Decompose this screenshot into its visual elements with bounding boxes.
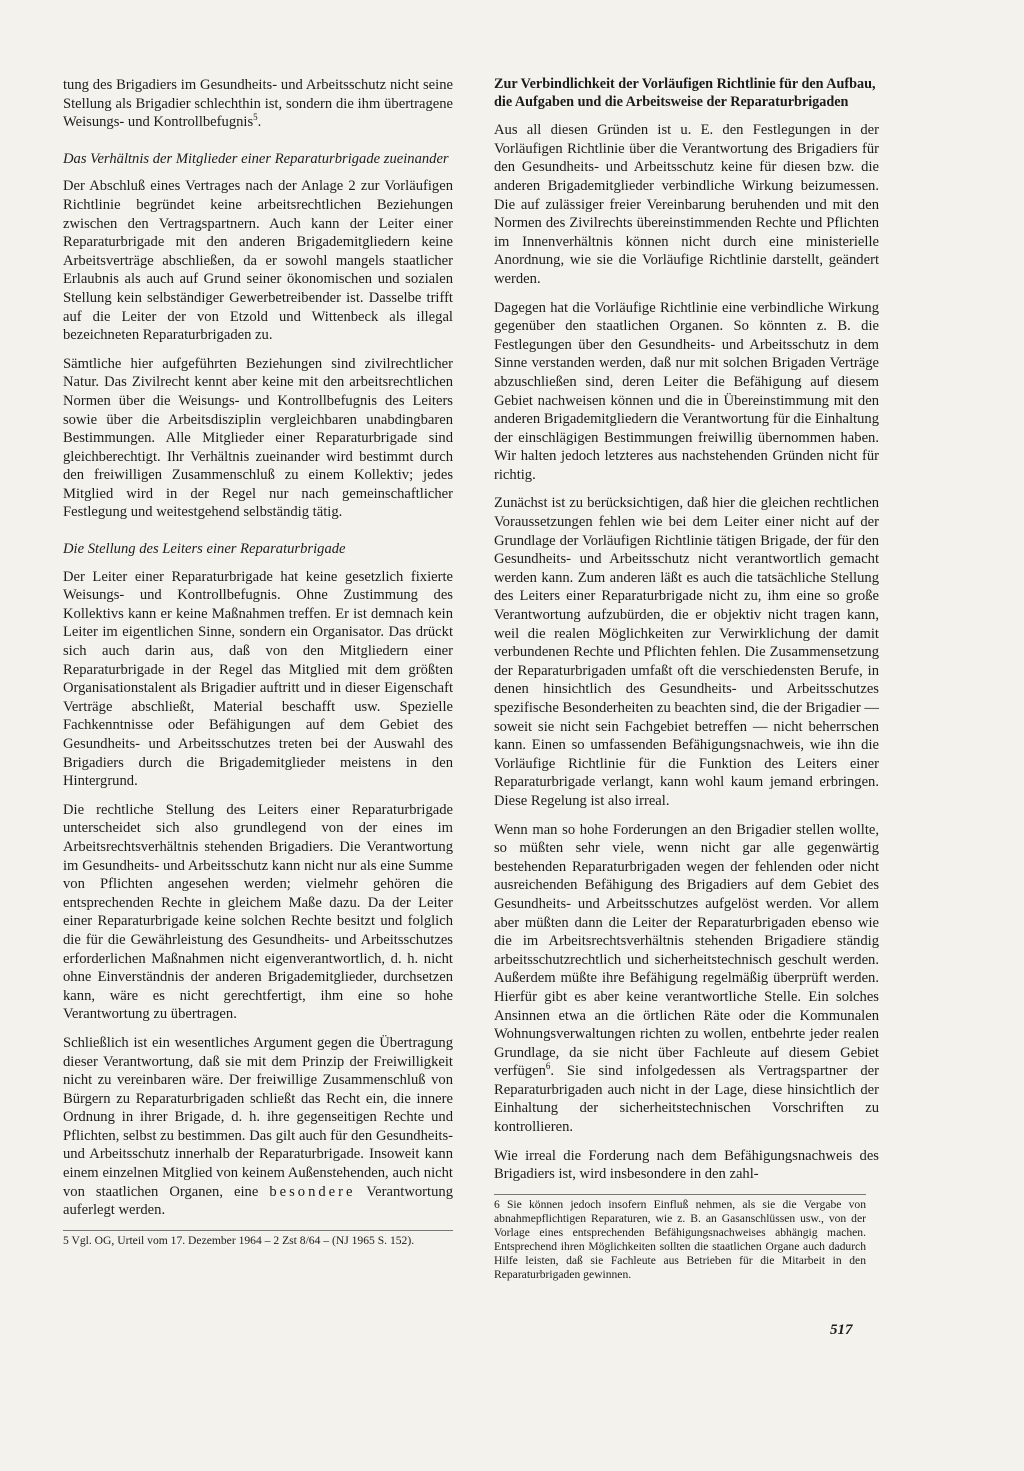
footnote-5: 5 Vgl. OG, Urteil vom 17. Dezember 1964 – 2 Zst 8/64 – (NJ 1965 S. 152).: [63, 1230, 453, 1248]
page-number: 517: [830, 1322, 853, 1338]
emphasized-word: besondere: [269, 1183, 356, 1200]
footnote-6: 6 Sie können jedoch insofern Einfluß nehmen, als sie die Vergabe von abnahmepflichtigen Reparaturen, wie z. B. an Gasanschlüssen usw., von der Vorlage eines entsprechenden Befähigungsnachweises abhängig machen. Entsprechend ihren Möglichkeiten sollten die staatlichen Organe auch dadurch Hilfe leisten, daß sie Fachleute aus Betrieben für die Mitarbeit in den Reparaturbrigaden gewinnen.: [494, 1194, 866, 1282]
paragraph: Wenn man so hohe Forderungen an den Brigadier stellen wollte, so müßten sehr viele, wenn nicht gar alle gegenwärtig bestehenden Reparaturbrigaden wegen der fehlenden oder nicht ausreichenden Befähigung des Brigadiers auf dem Gebiet des Gesundheits- und Arbeitsschutzes aufgelöst werden. Vor allem aber müßten dann die Leiter der Reparaturbrigaden ebenso wie die im Arbeitsrechtsverhältnis stehenden Brigadiere ständig arbeitsschutzrechtlich und sicherheitstechnisch geschult werden. Außerdem müßte ihre Befähigung regelmäßig überprüft werden. Hierfür gibt es aber keine verantwortliche Stelle. Ein solches Ansinnen etwa an die örtlichen Räte oder die Kommunalen Wohnungsverwaltungen richten zu wollen, entbehrte jeder realen Grundlage, da sie nicht über Fachleute auf diesem Gebiet verfügen$^6$. Sie sind infolgedessen als Vertragspartner der Reparaturbrigaden auch nicht in der Lage, diese hinsichtlich der Einhaltung der sicherheitstechnischen Vorschriften zu kontrollieren.: [494, 821, 879, 1136]
paragraph: Der Leiter einer Reparaturbrigade hat keine gesetzlich fixierte Weisungs- und Kontrollbefugnis. Ohne Zustimmung des Kollektivs kann er keine Maßnahmen treffen. Er ist demnach kein Leiter im eigentlichen Sinne, sondern ein Organisator. Das drückt sich auch darin aus, daß von den Mitgliedern einer Reparaturbrigade in der Regel das Mitglied mit dem größten Organisationstalent als Brigadier auftritt und in dieser Eigenschaft Verträge abschließt, Material beschafft usw. Spezielle Fachkenntnisse oder Befähigungen auf dem Gebiet des Gesundheits- und Arbeitsschutzes treten bei der Auswahl des Brigadiers durch die Brigademitglieder meistens in den Hintergrund.: [63, 568, 453, 790]
paragraph: Dagegen hat die Vorläufige Richtlinie eine verbindliche Wirkung gegenüber den staatlichen Organen. So könnten z. B. die Festlegungen über den Gesundheits- und Arbeitsschutz in dem Sinne verstanden werden, daß nur mit solchen Brigaden Verträge abzuschließen sind, deren Leiter die Befähigung auf diesem Gebiet nachweisen können und die in Übereinstimmung mit den anderen Brigademitgliedern die Verantwortung für die Einhaltung der einschlägigen Bestimmungen freiwillig übernommen haben. Wir halten jedoch letzteres aus nachstehenden Gründen nicht für richtig.: [494, 299, 879, 483]
section-heading-verbindlichkeit: Zur Verbindlichkeit der Vorläufigen Richtlinie für den Aufbau, die Aufgaben und die Arbeitsweise der Reparaturbrigaden: [494, 76, 876, 110]
paragraph: Schließlich ist ein wesentliches Argument gegen die Übertragung dieser Verantwortung, daß sie mit dem Prinzip der Freiwilligkeit nicht zu vereinbaren wäre. Der freiwillige Zusammenschluß von Bürgern zu Reparaturbrigaden schließt das Recht ein, die innere Ordnung in ihrer Brigade, d. h. ihre gegenseitigen Rechte und Pflichten, selbst zu bestimmen. Das gilt auch für den Gesundheits- und Arbeitsschutz innerhalb der Reparaturbrigade. Insoweit kann einem einzelnen Mitglied von keinem Außenstehenden, auch nicht von staatlichen Organen, eine besondere Verantwortung auferlegt werden.: [63, 1034, 453, 1219]
paragraph: Aus all diesen Gründen ist u. E. den Festlegungen in der Vorläufigen Richtlinie über die Verantwortung des Brigadiers für den Gesundheits- und Arbeitsschutz keine für diesen bzw. die anderen Brigademitglieder verbindliche Wirkung beizumessen. Die auf zulässiger freier Vereinbarung beruhenden und mit den Normen des Zivilrechts übereinstimmenden Rechte und Pflichten im Innenverhältnis können nicht durch eine ministerielle Anordnung, wie sie die Vorläufige Richtlinie darstellt, geändert werden.: [494, 122, 879, 287]
footnote-ref-6[interactable]: 6: [545, 1061, 551, 1072]
paragraph-intro: tung des Brigadiers im Gesundheits- und Arbeitsschutz nicht seine Stellung als Brigadier schlechthin ist, sondern die ihm übertragene Weisungs- und Kontrollbefugnis$^5$.: [63, 77, 453, 131]
footnote-ref-5[interactable]: 5: [253, 112, 258, 123]
paragraph: Der Abschluß eines Vertrages nach der Anlage 2 zur Vorläufigen Richtlinie begründet keine arbeitsrechtlichen Beziehungen zwischen den Vertragspartnern. Auch kann der Leiter einer Reparaturbrigade mit den anderen Brigademitgliedern keine Arbeitsverträge abschließen, da er sowohl mangels staatlicher Erlaubnis als auch auf Grund seiner ökonomischen und sozialen Stellung kein selbständiger Gewerbetreibender ist. Dasselbe trifft auf die Leiter der von Etzold und Wittenbeck als illegal bezeichneten Reparaturbrigaden zu.: [63, 178, 453, 344]
paragraph: Zunächst ist zu berücksichtigen, daß hier die gleichen rechtlichen Voraussetzungen fehlen wie bei dem Leiter einer nicht auf der Grundlage der Vorläufigen Richtlinie tätigen Brigade, der für den Gesundheits- und Arbeitsschutz nicht verantwortlich gemacht werden kann. Zum anderen läßt es auch die tatsächliche Stellung des Leiters einer Reparaturbrigade nicht zu, ihm eine so große Verantwortung aufzubürden, die er objektiv nicht tragen kann, weil die realen Möglichkeiten zur Verwirklichung der damit verbundenen Rechte und Pflichten fehlen. Die Zusammensetzung der Reparaturbrigaden umfaßt oft die verschiedensten Berufe, in denen hinsichtlich des Gesundheits- und Arbeitsschutzes spezifische Besonderheiten zu beachten sind, die der Brigadier — soweit sie nicht sein Fachgebiet betreffen — nicht beherrschen kann. Einen so umfassenden Befähigungsnachweis, wie ihn die Vorläufige Richtlinie für die Funktion des Leiters einer Reparaturbrigade verlangt, kann wohl kaum jemand erbringen. Diese Regelung ist also irreal.: [494, 495, 879, 809]
left-column: [63, 76, 453, 1248]
subheading-verhaeltnis: Das Verhältnis der Mitglieder einer Reparaturbrigade zueinander: [63, 150, 449, 167]
subheading-stellung: Die Stellung des Leiters einer Reparaturbrigade: [63, 541, 346, 558]
paragraph: Die rechtliche Stellung des Leiters einer Reparaturbrigade unterscheidet sich also grundlegend von der eines im Arbeitsrechtsverhältnis stehenden Brigadiers. Die Verantwortung im Gesundheits- und Arbeitsschutz kann nicht nur als eine Summe von Pflichten angesehen werden; vielmehr gehören die entsprechenden Rechte in gleichem Maße dazu. Da der Leiter einer Reparaturbrigade keine solchen Rechte besitzt und folglich die für die Gewährleistung des Gesundheits- und Arbeitsschutzes erforderlichen Maßnahmen nicht eigenverantwortlich, d. h. nicht ohne Einverständnis der anderen Brigademitglieder, durchsetzen kann, wäre es nicht gerechtfertigt, ihm eine so hohe Verantwortung zu übertragen.: [63, 801, 453, 1023]
paragraph: Wie irreal die Forderung nach dem Befähigungsnachweis des Brigadiers ist, wird insbesondere in den zahl-: [494, 1147, 879, 1183]
right-column: [494, 76, 879, 1282]
paragraph: Sämtliche hier aufgeführten Beziehungen sind zivilrechtlicher Natur. Das Zivilrecht kennt aber keine mit den arbeitsrechtlichen Normen über die Weisungs- und Kontrollbefugnis des Leiters sowie über die Arbeitsdisziplin vergleichbaren unabdingbaren Bestimmungen. Alle Mitglieder einer Reparaturbrigade sind gleichberechtigt. Ihr Verhältnis zueinander wird bestimmt durch den freiwilligen Zusammenschluß zu einem Kollektiv; jedes Mitglied wird in der Regel nur nach gemeinschaftlicher Festlegung und weitestgehend selbständig tätig.: [63, 355, 453, 521]
